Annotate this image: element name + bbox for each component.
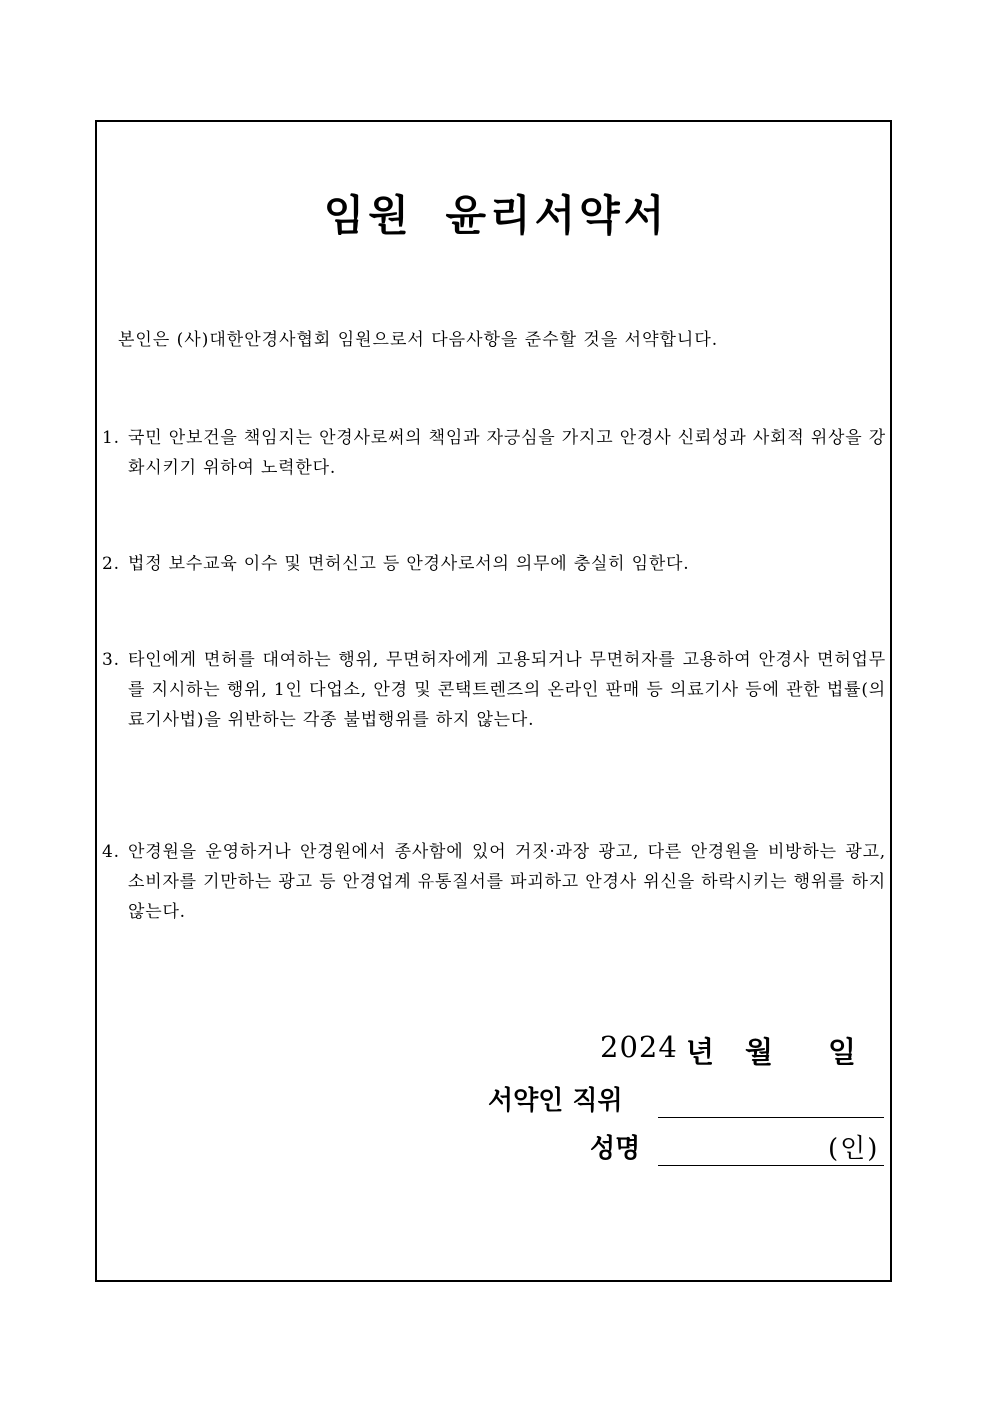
pledge-item-number: 2. [102,554,120,574]
intro-statement: 본인은 (사)대한안경사협회 임원으로서 다음사항을 준수할 것을 서약합니다. [118,330,719,350]
signing-date [600,1030,870,1070]
pledge-item-3 [102,645,886,735]
date-year: 2024 [600,1030,678,1064]
pledge-item-text: 국민 안보건을 책임지는 안경사로써의 책임과 자긍심을 가지고 안경사 신뢰성과 사회적 위상을 강화시키기 위하여 노력한다. [128,428,886,478]
signer-position-label: 서약인 직위 [488,1086,623,1116]
pledge-item-number: 1. [102,428,120,448]
pledge-item-number: 3. [102,650,120,670]
date-day-label: 일 [828,1035,857,1069]
signer-position-row [488,1080,888,1120]
seal-mark: (인) [828,1134,880,1164]
pledge-item-text: 안경원을 운영하거나 안경원에서 종사함에 있어 거짓·과장 광고, 다른 안경원을 비방하는 광고, 소비자를 기만하는 광고 등 안경업계 유통질서를 파괴하고 안경사 위신을 하락시키는 행위를 하지 않는다. [128,842,886,922]
signer-position-field[interactable] [658,1117,884,1118]
signer-name-field[interactable] [658,1165,884,1166]
date-month-label: 월 [745,1035,774,1069]
pledge-item-text: 법정 보수교육 이수 및 면허신고 등 안경사로서의 의무에 충실히 임한다. [128,554,690,574]
document-title: 임원 윤리서약서 [323,191,669,240]
signer-name-label: 성명 [590,1134,641,1164]
pledge-item-2 [102,549,886,579]
pledge-item-number: 4. [102,842,120,862]
pledge-item-4 [102,837,886,927]
signer-name-row [590,1128,890,1168]
date-year-label: 년 [686,1035,715,1069]
pledge-item-text: 타인에게 면허를 대여하는 행위, 무면허자에게 고용되거나 무면허자를 고용하여 안경사 면허업무를 지시하는 행위, 1인 다업소, 안경 및 콘택트렌즈의 온라인 판매 등 의료기사 등에 관한 법률(의료기사법)을 위반하는 각종 불법행위를 하지 않는다. [128,650,886,730]
pledge-item-1 [102,423,886,483]
